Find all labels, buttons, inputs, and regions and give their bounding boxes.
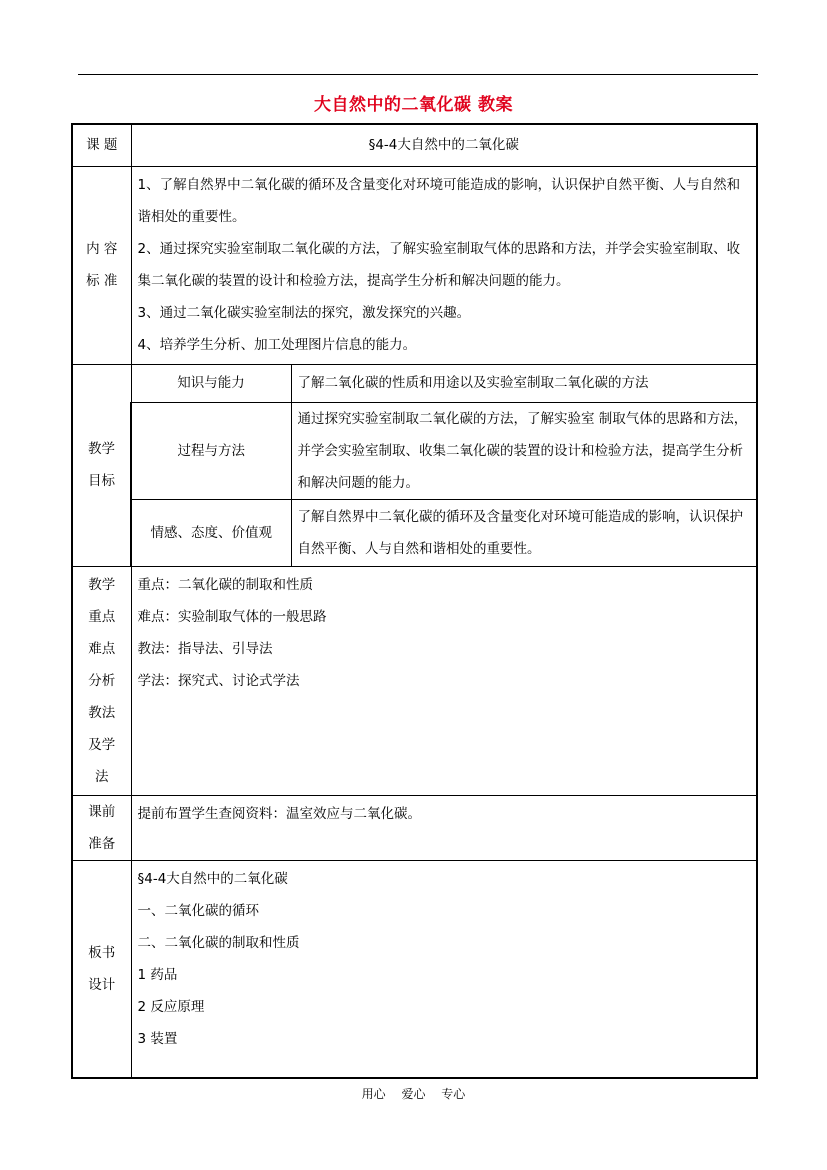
goals-label bbox=[72, 364, 131, 566]
board-label-line: 设计 bbox=[88, 976, 116, 993]
goal-text: 了解二氧化碳的性质和用途以及实验室制取二氧化碳的方法 bbox=[291, 364, 757, 402]
standard-label-line: 标 准 bbox=[86, 273, 118, 289]
standard-item: 2、通过探究实验室制取二氧化碳的方法，了解实验室制取气体的思路和方法，并学会实验室制取、收集二氧化碳的装置的设计和检验方法，提高学生分析和解决问题的能力。 bbox=[137, 240, 741, 289]
page-footer: 用心 爱心 专心 bbox=[361, 1087, 466, 1101]
goal-name: 过程与方法 bbox=[131, 402, 291, 499]
board-item: 3 装置 bbox=[137, 1030, 178, 1047]
analysis-item: 学法：探究式、讨论式学法 bbox=[137, 672, 300, 689]
analysis-label-line: 教学 bbox=[88, 576, 116, 593]
board-label bbox=[72, 860, 131, 1078]
goals-label-line: 目标 bbox=[88, 473, 115, 489]
board-item: 1 药品 bbox=[137, 966, 178, 983]
board-item: 二、二氧化碳的制取和性质 bbox=[137, 934, 300, 951]
row-standard bbox=[72, 166, 757, 364]
analysis-label-line: 重点 bbox=[88, 608, 116, 625]
goal-text: 通过探究实验室制取二氧化碳的方法，了解实验室 制取气体的思路和方法，并学会实验室制取、收集二氧化碳的装置的设计和检验方法，提高学生分析和解决问题的能力。 bbox=[291, 402, 757, 499]
prep-text: 提前布置学生查阅资料：温室效应与二氧化碳。 bbox=[137, 805, 421, 822]
analysis-item: 教法：指导法、引导法 bbox=[137, 640, 273, 657]
analysis-item: 难点：实验制取气体的一般思路 bbox=[137, 608, 327, 625]
analysis-label-line: 分析 bbox=[88, 672, 116, 689]
row-analysis bbox=[72, 566, 757, 795]
row-goal-emotion bbox=[72, 499, 757, 566]
analysis-label-line: 教法 bbox=[88, 704, 116, 721]
analysis-label-line: 法 bbox=[95, 768, 109, 785]
row-goal-knowledge bbox=[72, 364, 757, 402]
board-content bbox=[131, 860, 757, 1078]
goal-text: 了解自然界中二氧化碳的循环及含量变化对环境可能造成的影响，认识保护自然平衡、人与自然和谐相处的重要性。 bbox=[291, 499, 757, 566]
analysis-label-line: 难点 bbox=[88, 640, 116, 657]
analysis-label-line: 及学 bbox=[88, 736, 116, 753]
standard-item: 4、培养学生分析、加工处理图片信息的能力。 bbox=[137, 336, 417, 353]
row-topic bbox=[72, 124, 757, 166]
lesson-plan-table bbox=[71, 123, 758, 1079]
topic-value: §4-4大自然中的二氧化碳 bbox=[131, 124, 757, 166]
row-board bbox=[72, 860, 757, 1078]
row-prep bbox=[72, 795, 757, 860]
board-item: 一、二氧化碳的循环 bbox=[137, 902, 259, 919]
standard-label bbox=[72, 166, 131, 364]
goal-name: 情感、态度、价值观 bbox=[131, 499, 291, 566]
analysis-label bbox=[72, 566, 131, 795]
board-label-line: 板书 bbox=[88, 944, 116, 961]
board-item: 2 反应原理 bbox=[137, 998, 205, 1015]
analysis-content bbox=[131, 566, 757, 795]
goals-label-line: 教学 bbox=[88, 441, 115, 457]
standard-content bbox=[131, 166, 757, 364]
board-item: §4-4大自然中的二氧化碳 bbox=[137, 870, 288, 887]
prep-label bbox=[72, 795, 131, 860]
header-rule bbox=[78, 74, 758, 75]
prep-label-line: 准备 bbox=[88, 835, 116, 852]
standard-item: 1、了解自然界中二氧化碳的循环及含量变化对环境可能造成的影响，认识保护自然平衡、人与自然和谐相处的重要性。 bbox=[137, 176, 741, 225]
analysis-item: 重点：二氧化碳的制取和性质 bbox=[137, 576, 313, 593]
document-title: 大自然中的二氧化碳 教案 bbox=[314, 95, 513, 115]
standard-item: 3、通过二氧化碳实验室制法的探究，激发探究的兴趣。 bbox=[137, 304, 471, 321]
standard-label-line: 内 容 bbox=[86, 241, 118, 257]
row-goal-process bbox=[72, 402, 757, 499]
topic-label: 课 题 bbox=[72, 124, 131, 166]
goal-name: 知识与能力 bbox=[131, 364, 291, 402]
prep-label-line: 课前 bbox=[88, 803, 116, 820]
prep-content bbox=[131, 795, 757, 860]
